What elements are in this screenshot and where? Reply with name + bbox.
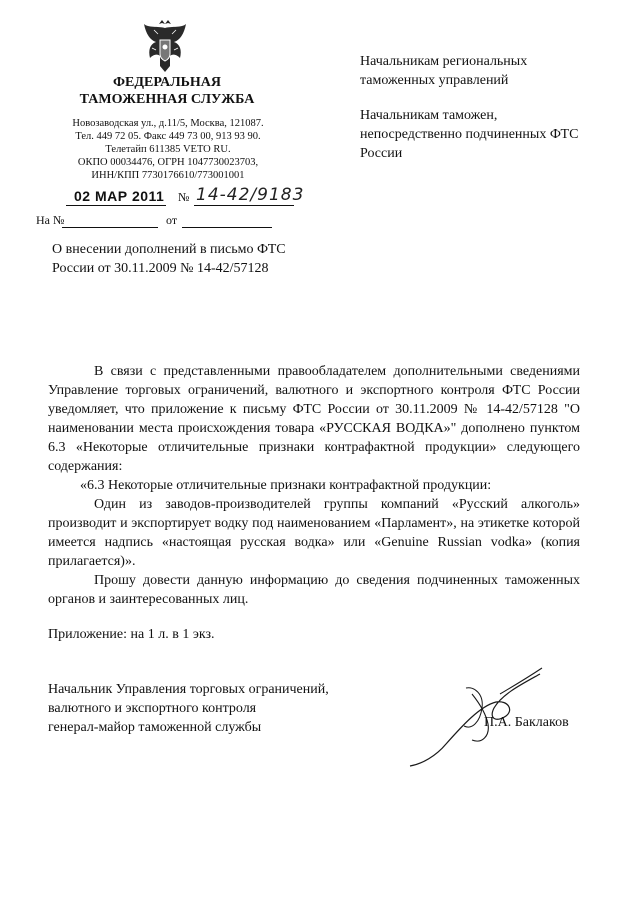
address-block — [56, 117, 280, 182]
address-line: Тел. 449 72 05. Факс 449 73 00, 913 93 90. — [75, 131, 261, 142]
organization-name — [60, 74, 274, 108]
letter-number: 14-42/9183 — [196, 185, 305, 205]
ref-date-underline — [182, 227, 272, 228]
address-line: Телетайп 611385 VETO RU. — [105, 144, 231, 155]
number-underline — [194, 205, 294, 206]
body-paragraph: Один из заводов-производителей группы компаний «Русский алкоголь» производит и экспортирует водку под наименованием «Парламент», на этикетке которой имеется надпись «настоящая русская водка» или «Genuine Russian vodka» (копия прилагается)». — [48, 497, 580, 569]
registration-line — [66, 186, 306, 210]
recipients-block — [360, 52, 600, 179]
letter-subject: О внесении дополнений в письмо ФТС России от 30.11.2009 № 14-42/57128 — [52, 242, 286, 276]
body-paragraph: Прошу довести данную информацию до сведения подчиненных таможенных органов и заинтересованных лиц. — [48, 573, 580, 607]
signer-title-line: валютного и экспортного контроля — [48, 701, 257, 716]
org-name-line1: ФЕДЕРАЛЬНАЯ — [112, 75, 221, 90]
address-line: ОКПО 00034476, ОГРН 1047730023703, — [77, 157, 259, 168]
signer-name: П.А. Баклаков — [484, 715, 569, 730]
ref-from: от — [166, 213, 178, 227]
body-paragraph: «6.3 Некоторые отличительные признаки контрафактной продукции: — [80, 478, 492, 493]
letter-date: 02 МАР 2011 — [74, 188, 165, 204]
address-line: ИНН/КПП 7730176610/773001001 — [91, 170, 245, 181]
recipient-1: Начальникам региональных таможенных управлений — [360, 54, 528, 88]
attachment-note: Приложение: на 1 л. в 1 экз. — [48, 627, 215, 642]
signer-title-line: генерал-майор таможенной службы — [48, 720, 262, 735]
date-underline — [66, 205, 166, 206]
address-line: Новозаводская ул., д.11/5, Москва, 121087. — [72, 118, 264, 129]
reference-line — [36, 211, 276, 231]
number-symbol: № — [178, 190, 190, 204]
signer-title — [48, 680, 388, 737]
body-paragraph: В связи с представленными правообладателем дополнительными сведениями Управление торговых ограничений, валютного и экспортного контроля ФТС России уведомляет, что приложение к письму ФТС России от 30.11.2009 № 14-42/57128 "О наименовании места происхождения товара «РУССКАЯ ВОДКА»" дополнено пунктом 6.3 «Некоторые отличительные признаки контрафактной продукции» следующего содержания: — [48, 364, 580, 474]
ref-prefix: На № — [36, 213, 65, 227]
coat-of-arms-icon — [140, 18, 190, 74]
letter-body — [48, 362, 580, 609]
recipient-2: Начальникам таможен, непосредственно подчиненных ФТС России — [360, 108, 579, 161]
org-name-line2: ТАМОЖЕННАЯ СЛУЖБА — [79, 92, 255, 107]
signer-title-line: Начальник Управления торговых ограничений, — [48, 682, 329, 697]
ref-number-underline — [62, 227, 158, 228]
